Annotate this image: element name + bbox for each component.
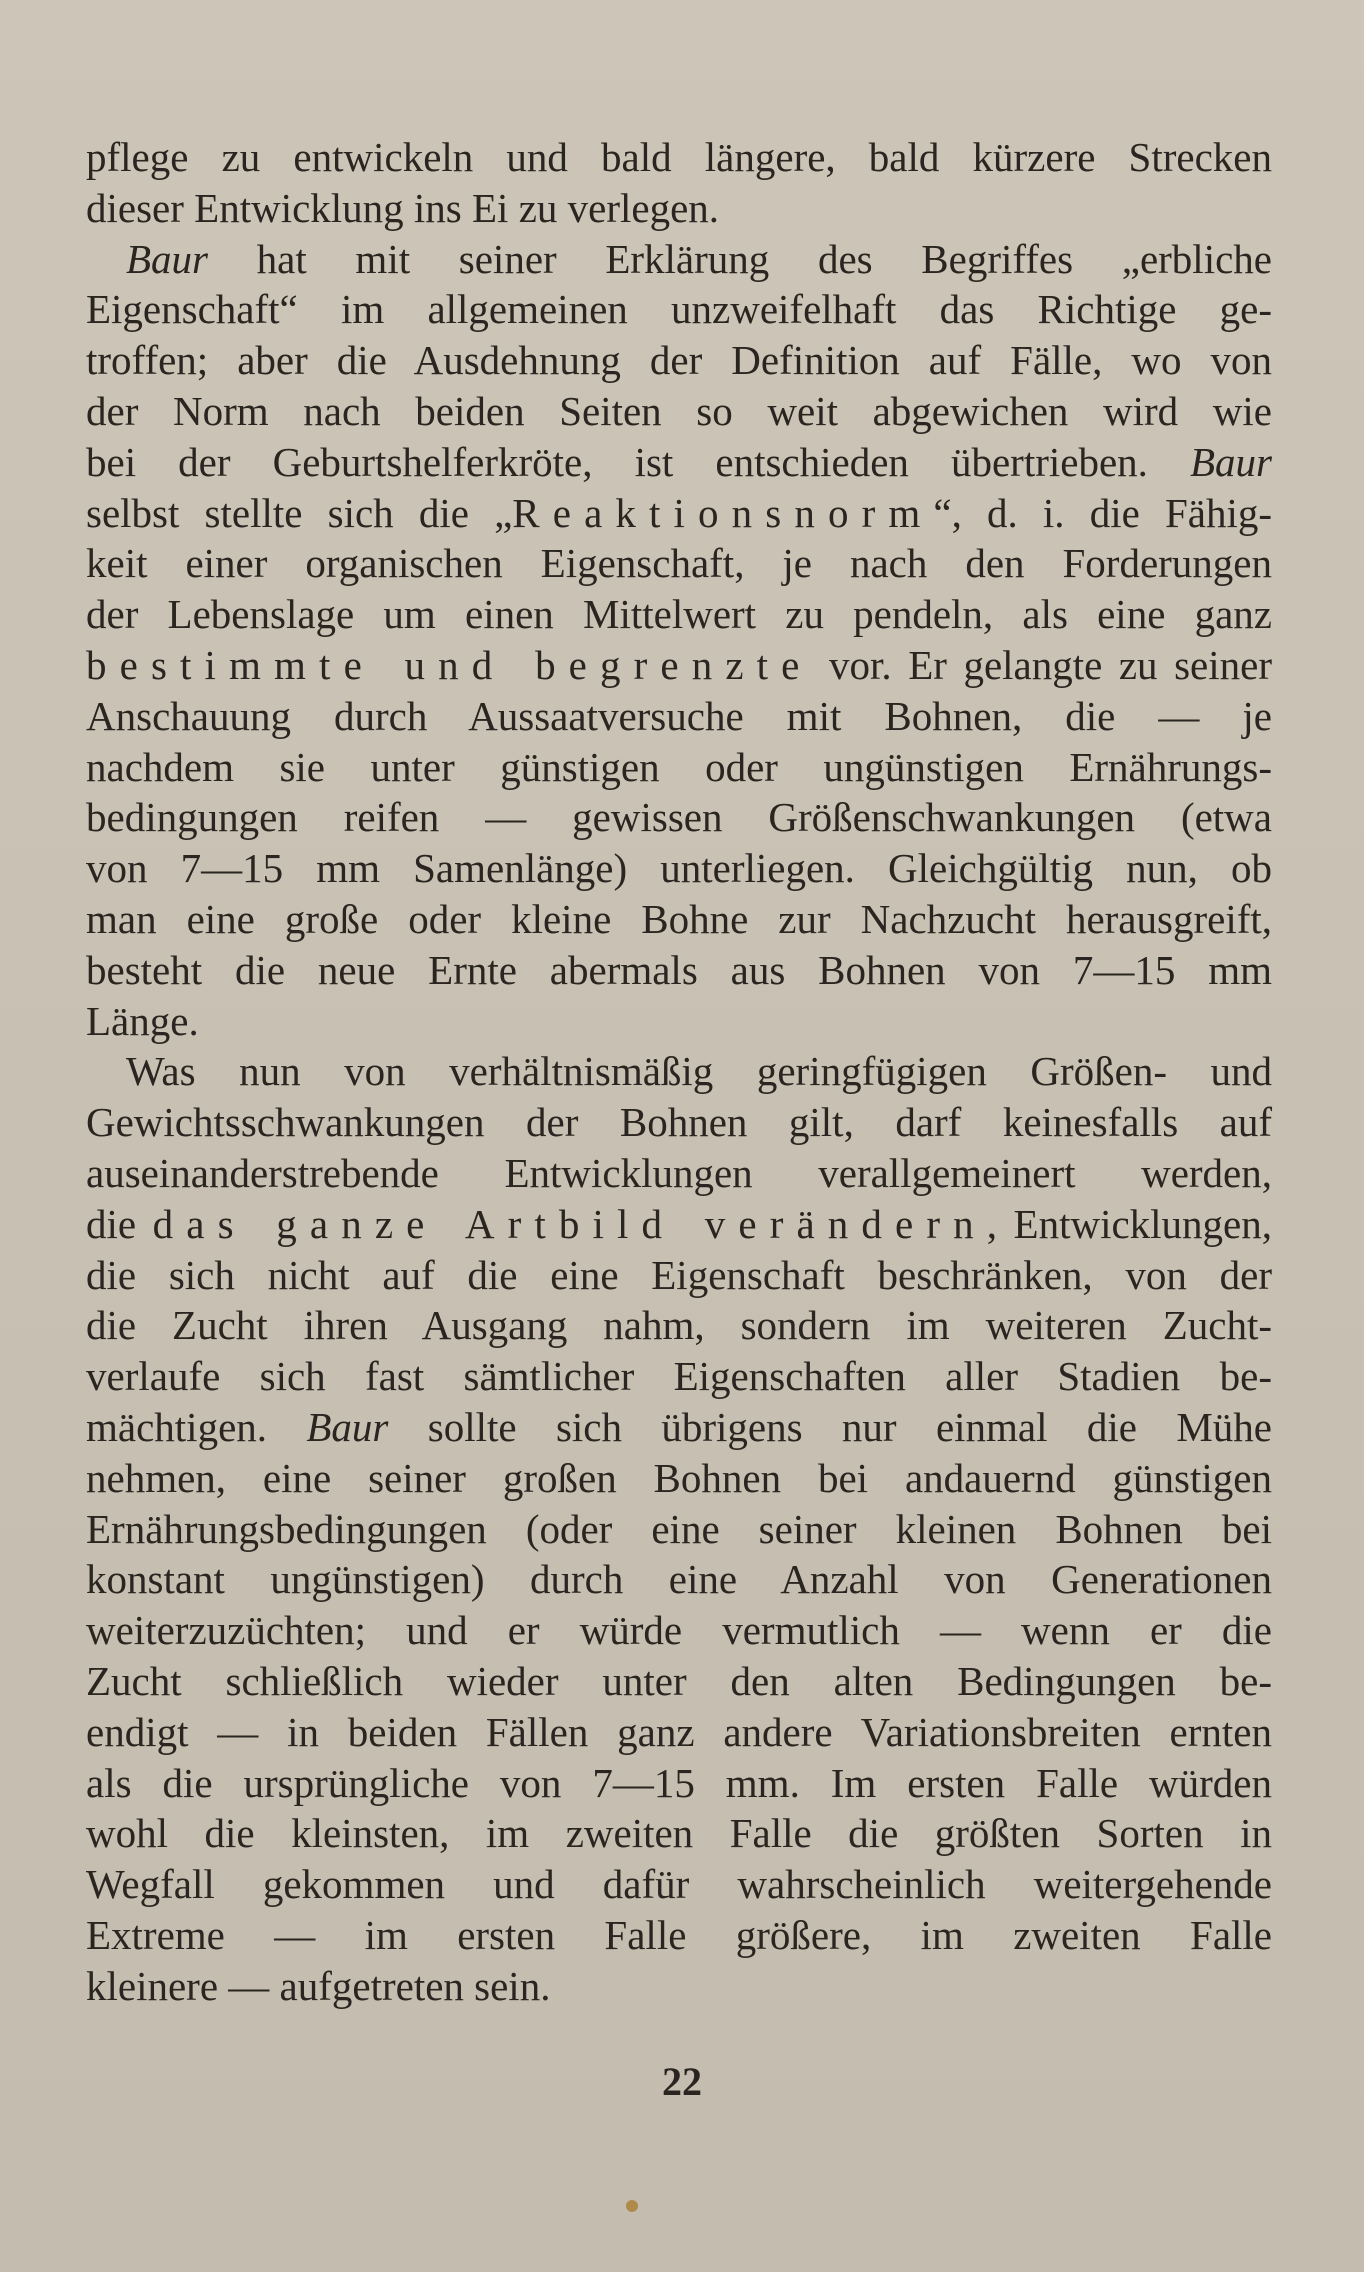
body-text — [86, 132, 1272, 2011]
line-text: troffen; aber die Ausdehnung der Definition auf Fälle, wo von — [86, 337, 1272, 384]
spaced-emphasis: Reaktionsnorm — [512, 489, 934, 536]
spaced-emphasis: bestimmte und begrenzte — [86, 641, 813, 688]
text-line — [86, 437, 1272, 488]
text-line — [86, 1758, 1272, 1809]
line-text: vor. Er gelangte zu seiner — [812, 641, 1272, 688]
line-text: “, d. i. die Fähig- — [933, 489, 1272, 536]
line-text: Ernährungsbedingungen (oder eine seiner kleinen Bohnen bei — [86, 1505, 1272, 1552]
spaced-emphasis: das ganze Artbild verändern — [152, 1200, 987, 1247]
page-number: 22 — [662, 2059, 702, 2104]
text-line — [86, 1351, 1272, 1402]
line-text: endigt — in beiden Fällen ganz andere Variationsbreiten ernten — [86, 1708, 1272, 1755]
line-text: Extreme — im ersten Falle größere, im zweiten Falle — [86, 1911, 1272, 1958]
text-line — [86, 234, 1272, 285]
text-line — [86, 792, 1272, 843]
text-line — [86, 1402, 1272, 1453]
text-line — [86, 1097, 1272, 1148]
line-text: selbst stellte sich die „ — [86, 489, 513, 536]
line-text: von 7—15 mm Samenlänge) unterliegen. Gleichgültig nun, ob — [86, 845, 1272, 892]
text-line — [86, 1808, 1272, 1859]
text-line — [86, 488, 1272, 539]
text-line — [86, 1300, 1272, 1351]
line-text: wohl die kleinsten, im zweiten Falle die größten Sorten in — [86, 1810, 1272, 1857]
text-line — [86, 1656, 1272, 1707]
italic-name: Baur — [1190, 438, 1272, 485]
line-text: Eigenschaft“ im allgemeinen unzweifelhaft das Richtige ge- — [86, 286, 1272, 333]
line-text: Anschauung durch Aussaatversuche mit Bohnen, die — je — [86, 692, 1272, 739]
text-line — [86, 894, 1272, 945]
line-text: bei der Geburtshelferkröte, ist entschieden übertrieben. — [86, 438, 1190, 485]
decorative-dot — [626, 2200, 638, 2212]
text-line — [86, 335, 1272, 386]
line-text: als die ursprüngliche von 7—15 mm. Im ersten Falle würden — [86, 1759, 1272, 1806]
line-text: die sich nicht auf die eine Eigenschaft beschränken, von der — [86, 1251, 1272, 1298]
line-text: pflege zu entwickeln und bald längere, bald kürzere Strecken — [86, 134, 1272, 180]
text-line — [86, 183, 1272, 234]
text-line — [86, 386, 1272, 437]
text-line — [86, 1504, 1272, 1555]
line-text: Wegfall gekommen und dafür wahrscheinlich weitergehende — [86, 1861, 1272, 1908]
line-text: Zucht schließlich wieder unter den alten Bedingungen be- — [86, 1657, 1272, 1704]
line-text: Was nun von verhältnismäßig geringfügigen Größen- und — [126, 1048, 1272, 1095]
line-text: besteht die neue Ernte abermals aus Bohnen von 7—15 mm — [86, 946, 1272, 993]
line-text: die Zucht ihren Ausgang nahm, sondern im weiteren Zucht- — [86, 1302, 1272, 1349]
line-text: hat mit seiner Erklärung des Begriffes „erbliche — [208, 235, 1272, 282]
text-line — [86, 1961, 1272, 2012]
line-text: dieser Entwicklung ins Ei zu verlegen. — [86, 184, 720, 231]
text-line — [86, 1605, 1272, 1656]
line-text: kleinere — aufgetreten sein. — [86, 1962, 551, 2009]
text-line — [86, 1250, 1272, 1301]
text-line — [86, 1859, 1272, 1910]
text-line — [86, 1046, 1272, 1097]
italic-name: Baur — [306, 1403, 389, 1450]
text-line — [86, 1554, 1272, 1605]
italic-name: Baur — [126, 235, 208, 282]
text-line — [86, 691, 1272, 742]
line-text: , Entwicklungen, — [986, 1200, 1273, 1247]
line-text: keit einer organischen Eigenschaft, je nach den Forderungen — [86, 540, 1272, 587]
text-line — [86, 1199, 1272, 1250]
text-line — [86, 284, 1272, 335]
text-line — [86, 742, 1272, 793]
line-text: der Norm nach beiden Seiten so weit abgewichen wird wie — [86, 387, 1272, 434]
text-line — [86, 945, 1272, 996]
text-line — [86, 538, 1272, 589]
text-line — [86, 843, 1272, 894]
text-line — [86, 1148, 1272, 1199]
line-text: nachdem sie unter günstigen oder ungünstigen Ernährungs- — [86, 743, 1272, 790]
line-text: bedingungen reifen — gewissen Größenschwankungen (etwa — [86, 794, 1272, 841]
text-line — [86, 132, 1272, 183]
line-text: nehmen, eine seiner großen Bohnen bei andauernd günstigen — [86, 1454, 1272, 1501]
text-line — [86, 589, 1272, 640]
line-text: weiterzuzüchten; und er würde vermutlich — wenn er die — [86, 1607, 1272, 1654]
line-text: Länge. — [86, 997, 199, 1044]
text-line — [86, 1910, 1272, 1961]
text-line — [86, 1453, 1272, 1504]
line-text: sollte sich übrigens nur einmal die Mühe — [388, 1403, 1272, 1450]
line-text: auseinanderstrebende Entwicklungen verallgemeinert werden, — [86, 1149, 1272, 1196]
line-text: konstant ungünstigen) durch eine Anzahl von Generationen — [86, 1556, 1272, 1603]
text-line — [86, 640, 1272, 691]
line-text: Gewichtsschwankungen der Bohnen gilt, darf keinesfalls auf — [86, 1099, 1272, 1146]
text-line — [86, 996, 1272, 1047]
text-line — [86, 1707, 1272, 1758]
line-text: die — [86, 1200, 153, 1247]
line-text: man eine große oder kleine Bohne zur Nachzucht herausgreift, — [86, 895, 1272, 942]
line-text: verlaufe sich fast sämtlicher Eigenschaften aller Stadien be- — [86, 1353, 1272, 1400]
line-text: der Lebenslage um einen Mittelwert zu pendeln, als eine ganz — [86, 591, 1272, 638]
line-text: mächtigen. — [86, 1403, 307, 1450]
